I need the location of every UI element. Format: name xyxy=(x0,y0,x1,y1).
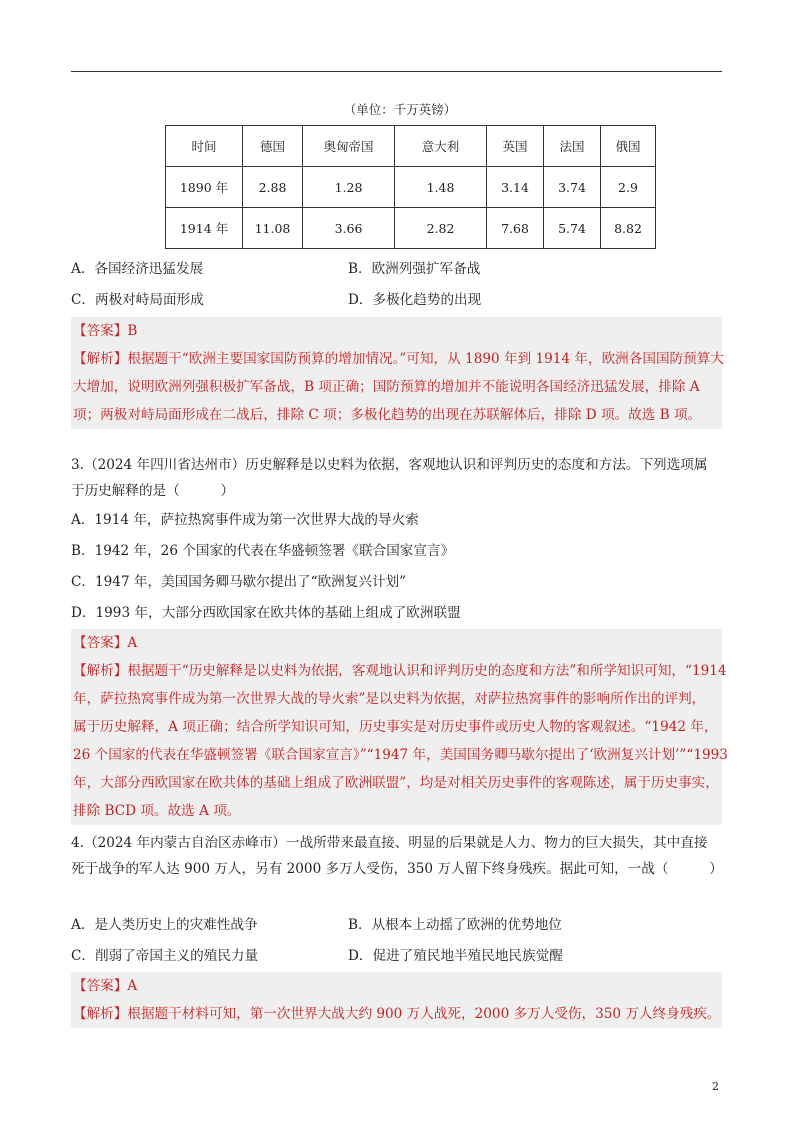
table-cell: 7.68 xyxy=(487,208,544,249)
q4-option-b: B．从根本上动摇了欧洲的优势地位 xyxy=(348,917,562,933)
q3-analysis-line: 26 个国家的代表在华盛顿签署《联合国家宣言》”“1947 年，美国国务卿马歇尔提出了‘欧洲复兴计划’”“1993 xyxy=(73,747,728,763)
q3-stem-line: 3.（2024 年四川省达州市）历史解释是以史料为依据，客观地认识和评判历史的态度和方法。下列选项属 xyxy=(71,457,708,473)
q2-option-d: D．多极化趋势的出现 xyxy=(348,292,482,308)
q3-analysis-line: 属于历史解释，A 项正确；结合所学知识可知，历史事实是对历史事件或历史人物的客观叙述。“1942 年， xyxy=(73,719,718,735)
defense-budget-table xyxy=(165,125,656,249)
page-number: 2 xyxy=(712,1080,719,1093)
q3-option-a: A．1914 年，萨拉热窝事件成为第一次世界大战的导火索 xyxy=(71,512,419,528)
table-header-cell: 意大利 xyxy=(395,126,487,167)
q3-analysis-line: 年，萨拉热窝事件成为第一次世界大战的导火索”是以史料为依据，对萨拉热窝事件的影响所作出的评判， xyxy=(73,691,706,707)
q3-analysis-line: 【解析】根据题干“历史解释是以史料为依据，客观地认识和评判历史的态度和方法”和所学知识可知，“1914 xyxy=(73,663,727,679)
table-cell: 1.48 xyxy=(395,167,487,208)
table-cell: 1890 年 xyxy=(166,167,243,208)
table-row xyxy=(166,167,656,208)
table-row xyxy=(166,208,656,249)
q4-answer: 【答案】A xyxy=(73,978,138,994)
q2-analysis-line: 大增加，说明欧洲列强积极扩军备战，B 项正确；国防预算的增加并不能说明各国经济迅猛发展，排除 A xyxy=(73,379,700,395)
table-header-cell: 奥匈帝国 xyxy=(303,126,395,167)
q4-stem-line: 4.（2024 年内蒙古自治区赤峰市）一战所带来最直接、明显的后果就是人力、物力的巨大损失，其中直接 xyxy=(71,835,708,851)
q4-option-c: C．削弱了帝国主义的殖民力量 xyxy=(71,948,259,964)
q2-analysis-line: 项；两极对峙局面形成在二战后，排除 C 项；多极化趋势的出现在苏联解体后，排除 D 项。故选 B 项。 xyxy=(73,407,702,423)
table-header-row xyxy=(166,126,656,167)
q4-answer-block xyxy=(71,972,722,1028)
q3-analysis-line: 年，大部分西欧国家在欧共体的基础上组成了欧洲联盟”，均是对相关历史事件的客观陈述，属于历史事实， xyxy=(73,775,719,791)
table-header-cell: 英国 xyxy=(487,126,544,167)
table-cell: 8.82 xyxy=(601,208,656,249)
q3-stem-line: 于历史解释的是（ ） xyxy=(71,483,235,499)
table-cell: 2.82 xyxy=(395,208,487,249)
table-cell: 3.66 xyxy=(303,208,395,249)
q3-analysis-line: 排除 BCD 项。故选 A 项。 xyxy=(73,803,241,819)
table-cell: 1914 年 xyxy=(166,208,243,249)
table-cell: 2.88 xyxy=(243,167,303,208)
q3-option-d: D．1993 年，大部分西欧国家在欧共体的基础上组成了欧洲联盟 xyxy=(71,605,461,621)
q3-answer: 【答案】A xyxy=(73,635,138,651)
q2-answer: 【答案】B xyxy=(73,323,138,339)
table-cell: 2.9 xyxy=(601,167,656,208)
table-caption: （单位：千万英镑） xyxy=(343,102,457,117)
q4-analysis-line: 【解析】根据题干材料可知，第一次世界大战大约 900 万人战死，2000 多万人受伤，350 万人终身残疾。 xyxy=(73,1006,721,1022)
table-cell: 11.08 xyxy=(243,208,303,249)
q4-option-d: D．促进了殖民地半殖民地民族觉醒 xyxy=(348,948,563,964)
q4-option-a: A．是人类历史上的灾难性战争 xyxy=(71,917,258,933)
q2-option-b: B．欧洲列强扩军备战 xyxy=(348,261,481,277)
table-header-cell: 俄国 xyxy=(601,126,656,167)
q3-option-b: B．1942 年，26 个国家的代表在华盛顿签署《联合国家宣言》 xyxy=(71,543,455,559)
q2-option-c: C．两极对峙局面形成 xyxy=(71,292,204,308)
header-rule xyxy=(71,71,722,72)
q2-option-a: A．各国经济迅猛发展 xyxy=(71,261,204,277)
table-header-cell: 时间 xyxy=(166,126,243,167)
q3-answer-block xyxy=(71,629,728,825)
table-cell: 5.74 xyxy=(544,208,601,249)
q2-answer-block xyxy=(71,317,722,429)
table-cell: 3.14 xyxy=(487,167,544,208)
table-cell: 3.74 xyxy=(544,167,601,208)
q3-option-c: C．1947 年，美国国务卿马歇尔提出了“欧洲复兴计划” xyxy=(71,574,407,590)
q2-analysis-line: 【解析】根据题干“欧洲主要国家国防预算的增加情况。”可知，从 1890 年到 1914 年，欧洲各国国防预算大 xyxy=(73,351,724,367)
table-cell: 1.28 xyxy=(303,167,395,208)
table-header-cell: 法国 xyxy=(544,126,601,167)
table-header-cell: 德国 xyxy=(243,126,303,167)
q4-stem-line: 死于战争的军人达 900 万人，另有 2000 多万人受伤，350 万人留下终身残疾。据此可知，一战（ ） xyxy=(71,861,723,877)
